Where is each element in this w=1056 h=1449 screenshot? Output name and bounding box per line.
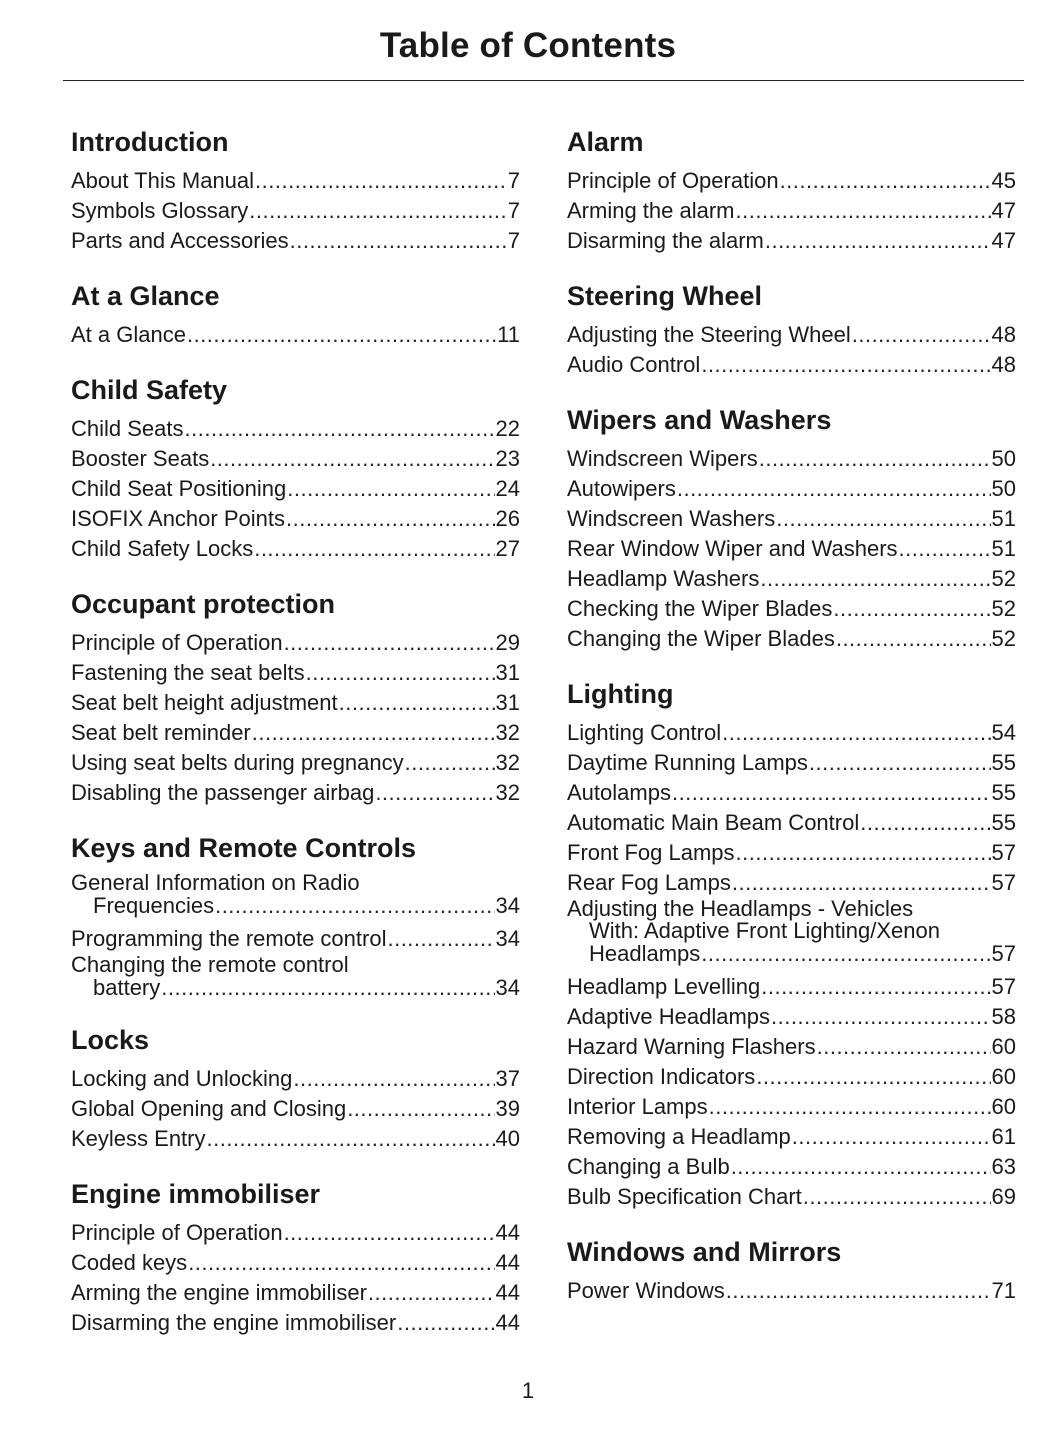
dot-leader [397,1308,494,1338]
toc-entry[interactable] [567,474,1016,504]
toc-entry-page: 34 [495,975,520,1000]
toc-entry-label: Power Windows [567,1278,725,1303]
dot-leader [677,474,991,504]
toc-entry[interactable] [567,838,1016,868]
toc-entry-label: Child Safety Locks [71,536,254,561]
toc-entry[interactable] [567,898,1016,966]
toc-section-engine-immobiliser [71,1176,520,1338]
page-title: Table of Contents [379,26,677,65]
toc-entry-label: Disarming the engine immobiliser [71,1310,397,1335]
section-heading: Lighting [567,679,674,709]
dot-leader [161,976,494,1000]
dot-leader [286,504,495,534]
toc-entry-page: 34 [495,893,520,918]
dot-leader [188,1248,494,1278]
toc-entry-page: 51 [991,536,1016,561]
toc-section-wipers-and-washers [567,402,1016,654]
toc-entry[interactable] [567,1032,1016,1062]
toc-entry-label: Headlamps [589,941,701,966]
toc-entry[interactable] [567,320,1016,350]
dot-leader [290,226,507,256]
toc-entry-label: Seat belt height adjustment [71,690,338,715]
section-heading: Keys and Remote Controls [71,833,417,863]
page-number: 1 [521,1378,535,1403]
toc-entry[interactable] [567,166,1016,196]
section-heading: Windows and Mirrors [567,1237,842,1267]
toc-entry[interactable] [71,1278,520,1308]
toc-entry[interactable] [71,778,520,808]
dot-leader [187,320,496,350]
section-heading: Locks [71,1025,150,1055]
toc-entry-label: Windscreen Washers [567,506,776,531]
toc-entry-page: 48 [991,322,1016,347]
dot-leader [672,778,991,808]
toc-entry[interactable] [567,1002,1016,1032]
toc-entry-label: At a Glance [71,322,186,347]
dot-leader [701,350,990,380]
dot-leader [776,504,990,534]
dot-leader [726,1276,991,1306]
toc-entry[interactable] [71,414,520,444]
toc-entry-label: Using seat belts during pregnancy [71,750,404,775]
toc-entry-label: Adjusting the Steering Wheel [567,322,851,347]
toc-entry[interactable] [567,808,1016,838]
toc-entry-page: 57 [991,840,1016,865]
toc-entry-label: Lighting Control [567,720,722,745]
toc-entry-page: 24 [495,476,520,501]
toc-entry-label: Child Seats [71,416,184,441]
toc-entry[interactable] [71,196,520,226]
toc-entry-label: Principle of Operation [567,168,779,193]
toc-entry-label: Symbols Glossary [71,198,249,223]
toc-entry-page: 45 [991,168,1016,193]
toc-entry[interactable] [567,1062,1016,1092]
toc-section-locks [71,1022,520,1154]
toc-entry-page: 55 [991,810,1016,835]
toc-entry-page: 7 [507,198,520,223]
dot-leader [852,320,991,350]
dot-leader [899,534,991,564]
toc-entry-label: Headlamp Levelling [567,974,761,999]
dot-leader [293,1064,494,1094]
toc-entry-page: 54 [991,720,1016,745]
toc-entry-label: Principle of Operation [71,1220,283,1245]
toc-entry-label: Coded keys [71,1250,188,1275]
toc-entry[interactable] [71,718,520,748]
dot-leader [732,868,991,898]
toc-entry-label: Changing a Bulb [567,1154,730,1179]
toc-entry-label: Rear Fog Lamps [567,870,731,895]
toc-entry-page: 69 [991,1184,1016,1209]
toc-entry-page: 55 [991,750,1016,775]
toc-entry-label: Audio Control [567,352,701,377]
toc-section-lighting [567,676,1016,1212]
toc-entry-label: Autolamps [567,780,671,805]
toc-entry-label: Seat belt reminder [71,720,251,745]
dot-leader [736,196,991,226]
toc-entry-page: 32 [495,780,520,805]
toc-entry-label: Frequencies [93,893,215,918]
section-heading: Occupant protection [71,589,336,619]
toc-entry-label: Changing the Wiper Blades [567,626,835,651]
toc-entry-page: 47 [991,198,1016,223]
dot-leader [252,718,495,748]
toc-entry-page: 52 [991,596,1016,621]
toc-section-alarm [567,124,1016,256]
toc-entry[interactable] [71,924,520,954]
toc-entry[interactable] [567,444,1016,474]
toc-entry-label: Fastening the seat belts [71,660,305,685]
toc-section-steering-wheel [567,278,1016,380]
toc-entry-page: 27 [495,536,520,561]
dot-leader [731,1152,991,1182]
toc-entry-label: Direction Indicators [567,1064,756,1089]
toc-entry[interactable] [567,868,1016,898]
toc-entry-page: 31 [495,690,520,715]
toc-entry[interactable] [71,504,520,534]
toc-entry-label: Locking and Unlocking [71,1066,293,1091]
toc-entry-label: Daytime Running Lamps [567,750,808,775]
toc-entry-label: Arming the engine immobiliser [71,1280,367,1305]
toc-entry-label: Child Seat Positioning [71,476,287,501]
toc-entry-label: Principle of Operation [71,630,283,655]
toc-entry-page: 39 [495,1096,520,1121]
toc-entry[interactable] [71,658,520,688]
toc-entry[interactable] [567,972,1016,1002]
section-heading: Introduction [71,127,229,157]
dot-leader [803,1182,991,1212]
dot-leader [284,1218,495,1248]
toc-entry-label: Disabling the passenger airbag [71,780,375,805]
toc-entry-label: Adaptive Headlamps [567,1004,771,1029]
toc-entry[interactable] [567,778,1016,808]
toc-entry-page: 57 [991,974,1016,999]
toc-entry[interactable] [71,1094,520,1124]
toc-entry-page: 52 [991,566,1016,591]
toc-entry-page: 50 [991,446,1016,471]
toc-entry[interactable] [567,1276,1016,1306]
toc-entry-page: 11 [497,322,520,347]
toc-entry-label: Headlamp Washers [567,566,760,591]
toc-entry-page: 32 [495,720,520,745]
toc-entry-page: 71 [991,1278,1016,1303]
dot-leader [284,628,495,658]
dot-leader [287,474,494,504]
toc-entry-page: 52 [991,626,1016,651]
toc-entry-label-line: Changing the remote control [71,952,349,977]
toc-entry-page: 44 [495,1250,520,1275]
dot-leader [765,226,991,256]
toc-section-keys-and-remote-controls [71,830,520,1000]
toc-entry-page: 44 [495,1280,520,1305]
toc-entry[interactable] [567,534,1016,564]
toc-entry-page: 44 [495,1220,520,1245]
toc-entry[interactable] [567,748,1016,778]
toc-entry-page: 58 [991,1004,1016,1029]
toc-entry-label: Programming the remote control [71,926,387,951]
toc-entry-page: 60 [991,1064,1016,1089]
toc-entry[interactable] [567,624,1016,654]
toc-entry-label: Removing a Headlamp [567,1124,791,1149]
dot-leader [387,924,494,954]
toc-entry-page: 40 [495,1126,520,1151]
section-heading: Engine immobiliser [71,1179,321,1209]
toc-entry-page: 57 [991,941,1016,966]
toc-column-left [71,124,520,1360]
toc-entry[interactable] [71,534,520,564]
toc-entry[interactable] [567,718,1016,748]
dot-leader [817,1032,991,1062]
toc-entry-label: Hazard Warning Flashers [567,1034,816,1059]
toc-entry[interactable] [71,474,520,504]
toc-entry[interactable] [567,1122,1016,1152]
toc-entry[interactable] [567,226,1016,256]
toc-entry[interactable] [567,350,1016,380]
dot-leader [375,778,494,808]
toc-section-introduction [71,124,520,256]
toc-entry-page: 61 [991,1124,1016,1149]
toc-section-windows-and-mirrors [567,1234,1016,1306]
toc-entry-label: Interior Lamps [567,1094,708,1119]
toc-entry-page: 7 [507,228,520,253]
dot-leader [185,414,495,444]
dot-leader [709,1092,991,1122]
toc-entry-label: Parts and Accessories [71,228,289,253]
toc-entry-page: 32 [495,750,520,775]
dot-leader [701,942,990,966]
toc-entry-page: 31 [495,660,520,685]
section-heading: Alarm [567,127,644,157]
toc-section-at-a-glance [71,278,520,350]
toc-entry[interactable] [71,872,520,918]
dot-leader [368,1278,495,1308]
toc-section-occupant-protection [71,586,520,808]
toc-entry-page: 37 [495,1066,520,1091]
title-divider [63,80,1024,81]
dot-leader [756,1062,990,1092]
toc-entry-page: 60 [991,1094,1016,1119]
toc-entry-label: ISOFIX Anchor Points [71,506,285,531]
toc-entry-page: 55 [991,780,1016,805]
section-heading: Wipers and Washers [567,405,832,435]
toc-section-child-safety [71,372,520,564]
dot-leader [339,688,495,718]
dot-leader [759,444,991,474]
toc-entry-page: 57 [991,870,1016,895]
toc-entry[interactable] [71,166,520,196]
toc-entry[interactable] [71,1248,520,1278]
toc-entry[interactable] [71,1218,520,1248]
dot-leader [736,838,991,868]
toc-entry[interactable] [567,564,1016,594]
section-heading: Steering Wheel [567,281,763,311]
toc-entry-label: Rear Window Wiper and Washers [567,536,898,561]
dot-leader [207,1124,495,1154]
toc-entry-label: Autowipers [567,476,676,501]
toc-entry-label: Bulb Specification Chart [567,1184,802,1209]
toc-entry-page: 63 [991,1154,1016,1179]
toc-entry-page: 29 [495,630,520,655]
dot-leader [809,748,991,778]
toc-entry[interactable] [567,1092,1016,1122]
toc-entry-label-line: General Information on Radio [71,870,360,895]
toc-entry-label: About This Manual [71,168,255,193]
toc-entry-page: 34 [495,926,520,951]
toc-entry-label-line: Adjusting the Headlamps - Vehicles [567,896,914,921]
toc-entry-page: 22 [495,416,520,441]
toc-entry-label: battery [93,975,161,1000]
toc-entry[interactable] [71,1064,520,1094]
toc-entry[interactable] [71,320,520,350]
toc-entry[interactable] [567,594,1016,624]
toc-entry[interactable] [567,1182,1016,1212]
toc-entry[interactable] [71,1124,520,1154]
toc-entry-label: Automatic Main Beam Control [567,810,860,835]
toc-entry-label: Windscreen Wipers [567,446,758,471]
section-heading: Child Safety [71,375,228,405]
dot-leader [306,658,495,688]
toc-entry-label: Booster Seats [71,446,210,471]
toc-entry[interactable] [567,1152,1016,1182]
toc-entry[interactable] [71,226,520,256]
toc-entry[interactable] [71,1308,520,1338]
dot-leader [215,894,494,918]
toc-entry-label-line: With: Adaptive Front Lighting/Xenon [589,918,940,943]
toc-entry[interactable] [71,628,520,658]
dot-leader [833,594,990,624]
dot-leader [836,624,991,654]
toc-entry[interactable] [71,954,520,1000]
toc-column-right [567,124,1016,1328]
dot-leader [210,444,494,474]
toc-entry-page: 51 [991,506,1016,531]
toc-entry-label: Keyless Entry [71,1126,206,1151]
toc-entry-page: 48 [991,352,1016,377]
toc-entry[interactable] [567,504,1016,534]
dot-leader [722,718,990,748]
dot-leader [254,534,494,564]
toc-entry[interactable] [71,688,520,718]
dot-leader [249,196,506,226]
dot-leader [761,972,990,1002]
toc-entry-label: Global Opening and Closing [71,1096,347,1121]
toc-entry[interactable] [71,748,520,778]
dot-leader [760,564,990,594]
toc-entry-page: 47 [991,228,1016,253]
toc-entry-page: 50 [991,476,1016,501]
toc-entry-page: 60 [991,1034,1016,1059]
dot-leader [780,166,991,196]
toc-entry-label: Arming the alarm [567,198,735,223]
section-heading: At a Glance [71,281,220,311]
dot-leader [347,1094,494,1124]
toc-entry-page: 23 [495,446,520,471]
toc-entry-label: Front Fog Lamps [567,840,735,865]
toc-entry-label: Disarming the alarm [567,228,764,253]
dot-leader [405,748,495,778]
toc-entry-page: 44 [495,1310,520,1335]
dot-leader [255,166,507,196]
toc-entry-label: Checking the Wiper Blades [567,596,833,621]
dot-leader [860,808,990,838]
dot-leader [771,1002,991,1032]
dot-leader [792,1122,991,1152]
toc-entry-page: 26 [495,506,520,531]
toc-entry[interactable] [71,444,520,474]
toc-entry-page: 7 [507,168,520,193]
toc-entry[interactable] [567,196,1016,226]
